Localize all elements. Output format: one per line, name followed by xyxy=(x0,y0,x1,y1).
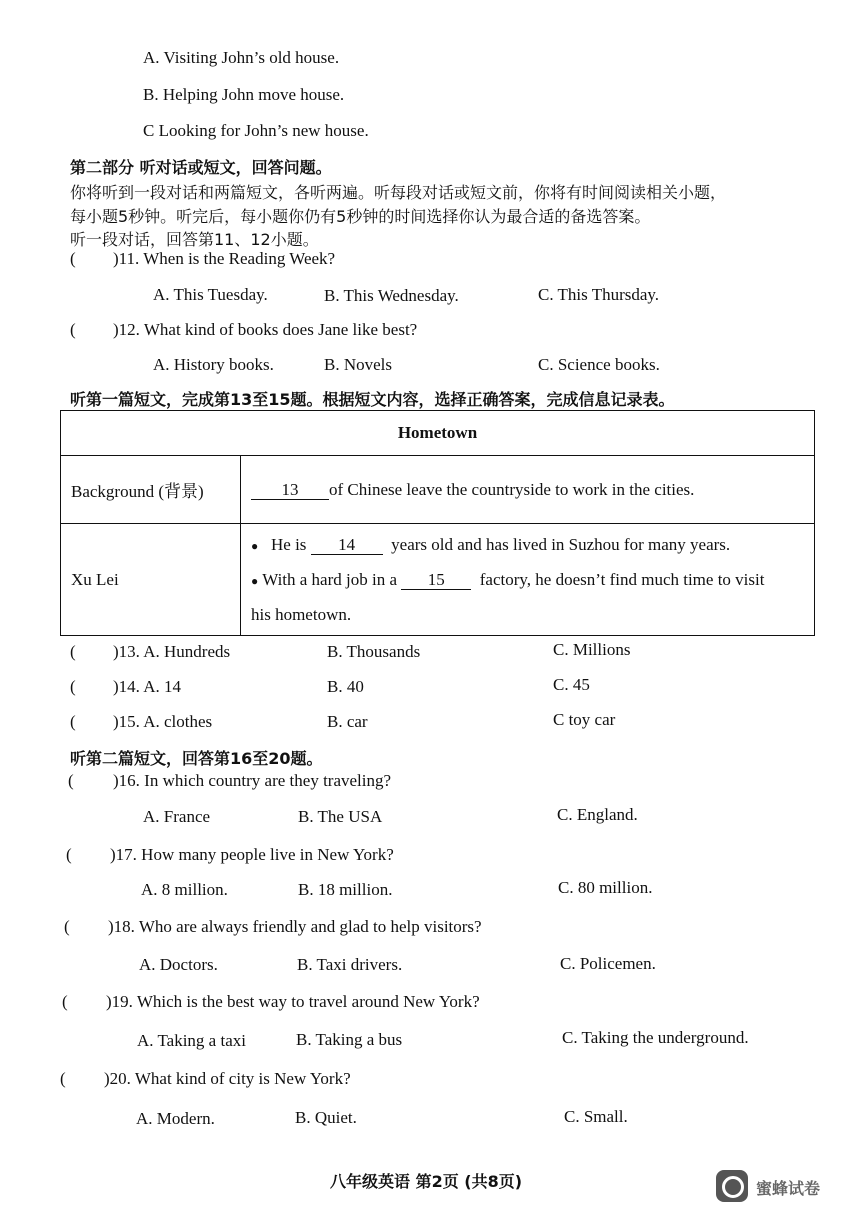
option-17c[interactable]: C. 80 million. xyxy=(558,878,653,897)
option-17a[interactable]: A. 8 million. xyxy=(141,880,228,899)
answer-bracket[interactable]: ( xyxy=(70,642,76,661)
option-13b[interactable]: B. Thousands xyxy=(327,642,421,661)
bullet-icon: ● xyxy=(251,573,259,588)
blank-13[interactable]: 13 xyxy=(251,481,329,500)
row-label-xulei: Xu Lei xyxy=(61,524,241,636)
watermark-text: 蜜蜂试卷 xyxy=(756,1179,821,1198)
part2-instruction-line1: 你将听到一段对话和两篇短文，各听两遍。听每段对话或短文前，你将有时间阅读相关小题， xyxy=(70,183,727,202)
question-17: )17. How many people live in New York? xyxy=(110,845,394,864)
bullet-icon: ● xyxy=(251,538,259,553)
background-text: of Chinese leave the countryside to work in the cities. xyxy=(329,479,695,499)
passage2-intro: 听第二篇短文，回答第16至20题。 xyxy=(70,749,323,768)
option-14c[interactable]: C. 45 xyxy=(553,675,590,694)
option-20b[interactable]: B. Quiet. xyxy=(295,1108,357,1127)
option-16b[interactable]: B. The USA xyxy=(298,807,383,826)
option-12c[interactable]: C. Science books. xyxy=(538,355,660,374)
answer-bracket[interactable]: ( xyxy=(60,1069,66,1088)
option-12a[interactable]: A. History books. xyxy=(153,355,274,374)
page-footer: 八年级英语 第2页 (共8页) xyxy=(330,1172,523,1191)
answer-bracket[interactable]: ( xyxy=(64,917,70,936)
blank-14[interactable]: 14 xyxy=(311,536,383,555)
option-19a[interactable]: A. Taking a taxi xyxy=(137,1031,246,1050)
answer-bracket[interactable]: ( xyxy=(70,677,76,696)
line1-post: years old and has lived in Suzhou for many years. xyxy=(391,534,731,554)
answer-bracket[interactable]: ( xyxy=(66,845,72,864)
table-title: Hometown xyxy=(61,411,815,456)
question-20: )20. What kind of city is New York? xyxy=(104,1069,351,1088)
line2-post: factory, he doesn’t find much time to visit xyxy=(479,569,765,589)
option-19c[interactable]: C. Taking the underground. xyxy=(562,1028,749,1047)
part2-title: 第二部分 听对话或短文，回答问题。 xyxy=(70,158,332,177)
info-record-table xyxy=(60,410,815,636)
option-13c[interactable]: C. Millions xyxy=(553,640,631,659)
option-12b[interactable]: B. Novels xyxy=(324,355,392,374)
bee-logo-icon xyxy=(716,1170,748,1202)
question-15[interactable]: )15. A. clothes xyxy=(113,712,213,731)
question-13[interactable]: )13. A. Hundreds xyxy=(113,642,231,661)
answer-bracket[interactable]: ( xyxy=(68,771,74,790)
row-xulei-content xyxy=(241,524,815,636)
option-18b[interactable]: B. Taxi drivers. xyxy=(297,955,403,974)
question-16: )16. In which country are they traveling? xyxy=(113,771,392,790)
option-11b[interactable]: B. This Wednesday. xyxy=(324,286,459,305)
question-11: )11. When is the Reading Week? xyxy=(113,249,336,268)
question-19: )19. Which is the best way to travel around New York? xyxy=(106,992,480,1011)
option-18c[interactable]: C. Policemen. xyxy=(560,954,656,973)
blank-15[interactable]: 15 xyxy=(401,571,471,590)
prev-option-a: A. Visiting John’s old house. xyxy=(143,48,340,67)
option-20a[interactable]: A. Modern. xyxy=(136,1109,215,1128)
option-16a[interactable]: A. France xyxy=(143,807,211,826)
question-18: )18. Who are always friendly and glad to help visitors? xyxy=(108,917,482,936)
line1-pre: He is xyxy=(271,534,307,554)
watermark-logo xyxy=(716,1168,836,1204)
dialog-intro: 听一段对话，回答第11、12小题。 xyxy=(70,230,319,249)
passage1-intro: 听第一篇短文，完成第13至15题。根据短文内容，选择正确答案，完成信息记录表。 xyxy=(70,390,675,409)
prev-option-c: C Looking for John’s new house. xyxy=(143,121,369,140)
answer-bracket[interactable]: ( xyxy=(70,712,76,731)
option-11c[interactable]: C. This Thursday. xyxy=(538,285,660,304)
answer-bracket[interactable]: ( xyxy=(62,992,68,1011)
question-12: )12. What kind of books does Jane like best? xyxy=(113,320,418,339)
row-background-content xyxy=(241,456,815,524)
option-15b[interactable]: B. car xyxy=(327,712,368,731)
option-11a[interactable]: A. This Tuesday. xyxy=(153,285,268,304)
option-14b[interactable]: B. 40 xyxy=(327,677,364,696)
prev-option-b: B. Helping John move house. xyxy=(143,85,345,104)
row-label-background: Background (背景) xyxy=(61,456,241,524)
option-15c[interactable]: C toy car xyxy=(553,710,616,729)
option-16c[interactable]: C. England. xyxy=(557,805,638,824)
line3: his hometown. xyxy=(251,604,352,624)
answer-bracket[interactable]: ( xyxy=(70,320,76,339)
option-20c[interactable]: C. Small. xyxy=(564,1107,628,1126)
line2-pre: With a hard job in a xyxy=(262,569,398,589)
answer-bracket[interactable]: ( xyxy=(70,249,76,268)
option-18a[interactable]: A. Doctors. xyxy=(139,955,218,974)
question-14[interactable]: )14. A. 14 xyxy=(113,677,181,696)
part2-instruction-line2: 每小题5秒钟。听完后，每小题你仍有5秒钟的时间选择你认为最合适的备选答案。 xyxy=(70,207,651,226)
option-17b[interactable]: B. 18 million. xyxy=(298,880,393,899)
option-19b[interactable]: B. Taking a bus xyxy=(296,1030,403,1049)
